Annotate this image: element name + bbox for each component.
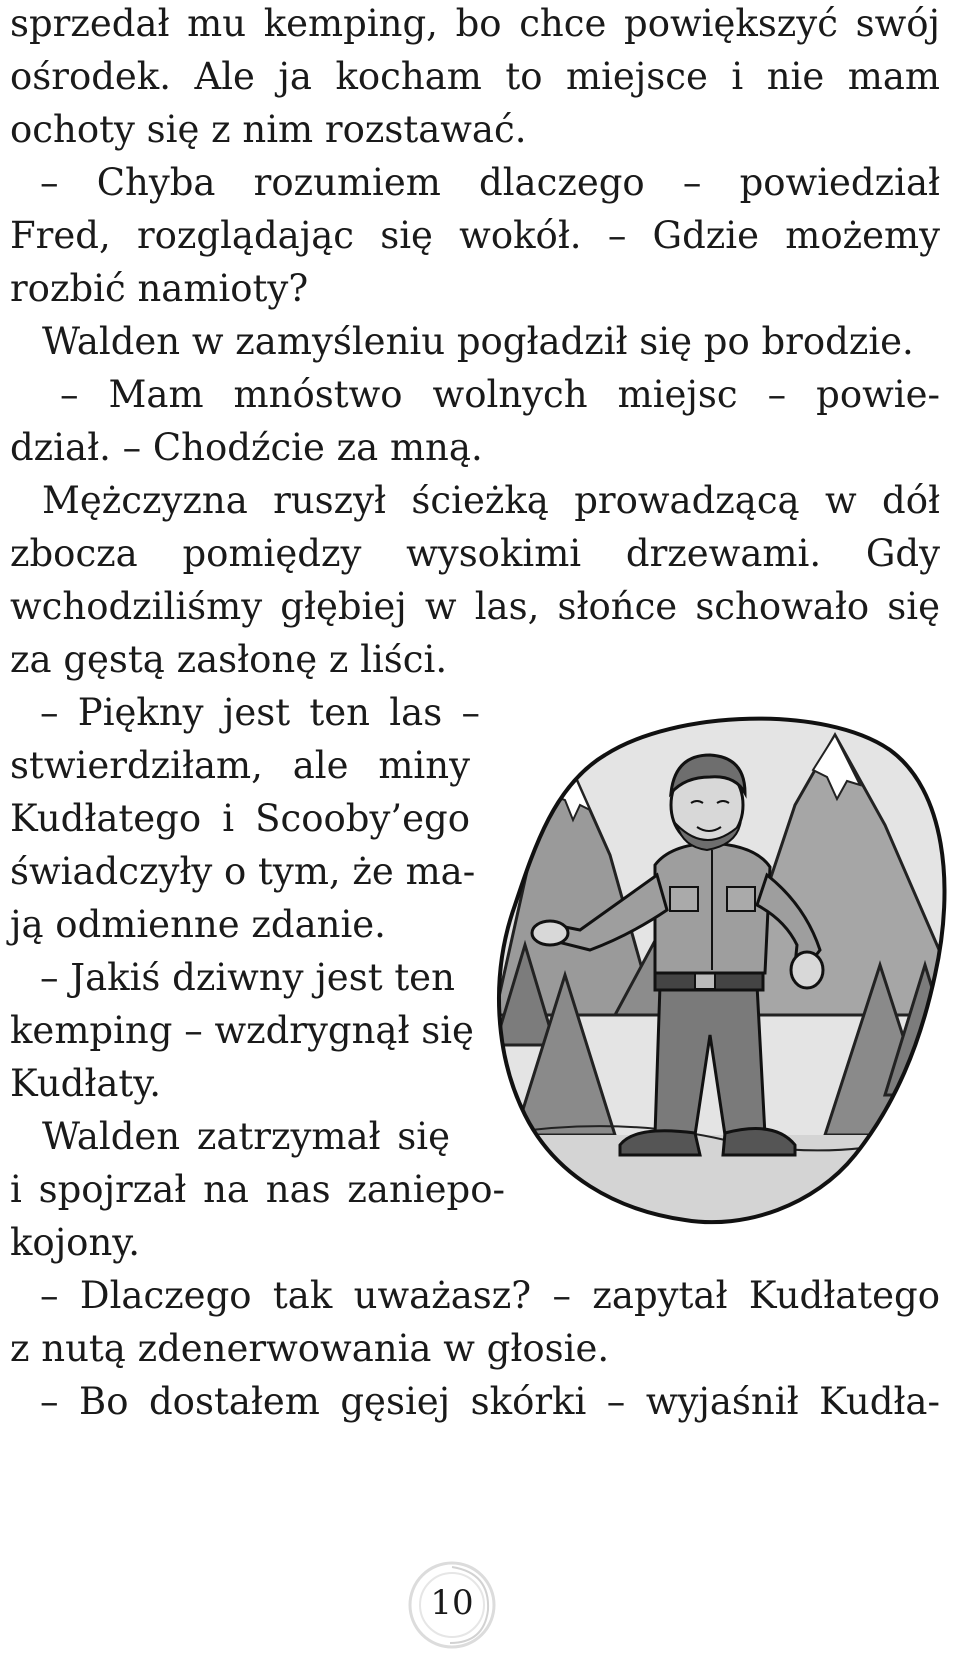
text-line: stwierdziłam, ale miny xyxy=(10,744,470,787)
text-line: – Piękny jest ten las – xyxy=(40,691,480,734)
text-line: – Mam mnóstwo wolnych miejsc – powie- xyxy=(60,373,940,416)
text-line: ochoty się z nim rozstawać. xyxy=(10,108,527,151)
text-line: świadczyły o tym, że ma- xyxy=(10,850,476,893)
text-line: zbocza pomiędzy wysokimi drzewami. Gdy xyxy=(10,532,940,575)
page-number xyxy=(402,1555,502,1655)
text-line: i spojrzał na nas zaniepo- xyxy=(10,1168,505,1211)
text-line: – Dlaczego tak uważasz? – zapytał Kudłatego xyxy=(40,1274,940,1317)
text-line: ośrodek. Ale ja kocham to miejsce i nie mam xyxy=(10,55,940,98)
text-line: – Chyba rozumiem dlaczego – powiedział xyxy=(40,161,940,204)
text-line: za gęstą zasłonę z liści. xyxy=(10,638,448,681)
text-line: kojony. xyxy=(10,1221,141,1264)
text-line: Mężczyzna ruszył ścieżką prowadzącą w dół xyxy=(42,479,940,522)
text-line: wchodziliśmy głębiej w las, słońce schowało się xyxy=(10,585,940,628)
text-line: rozbić namioty? xyxy=(10,267,309,310)
page-number-text: 10 xyxy=(430,1583,474,1623)
illustration-man-in-forest xyxy=(495,715,950,1235)
text-line: dział. – Chodźcie za mną. xyxy=(10,426,483,469)
text-line: Walden zatrzymał się xyxy=(42,1115,450,1158)
text-line: Fred, rozglądając się wokół. – Gdzie możemy xyxy=(10,214,940,257)
text-line: kemping – wzdrygnął się xyxy=(10,1009,474,1052)
text-line: z nutą zdenerwowania w głosie. xyxy=(10,1327,610,1370)
text-line: Walden w zamyśleniu pogładził się po brodzie. xyxy=(42,320,914,363)
text-line: ją odmienne zdanie. xyxy=(10,903,386,946)
text-line: – Bo dostałem gęsiej skórki – wyjaśnił Kudła- xyxy=(40,1380,940,1423)
text-line: – Jakiś dziwny jest ten xyxy=(40,956,455,999)
text-line: sprzedał mu kemping, bo chce powiększyć swój xyxy=(10,2,940,45)
text-line: Kudłatego i Scooby’ego xyxy=(10,797,470,840)
text-line: Kudłaty. xyxy=(10,1062,162,1105)
